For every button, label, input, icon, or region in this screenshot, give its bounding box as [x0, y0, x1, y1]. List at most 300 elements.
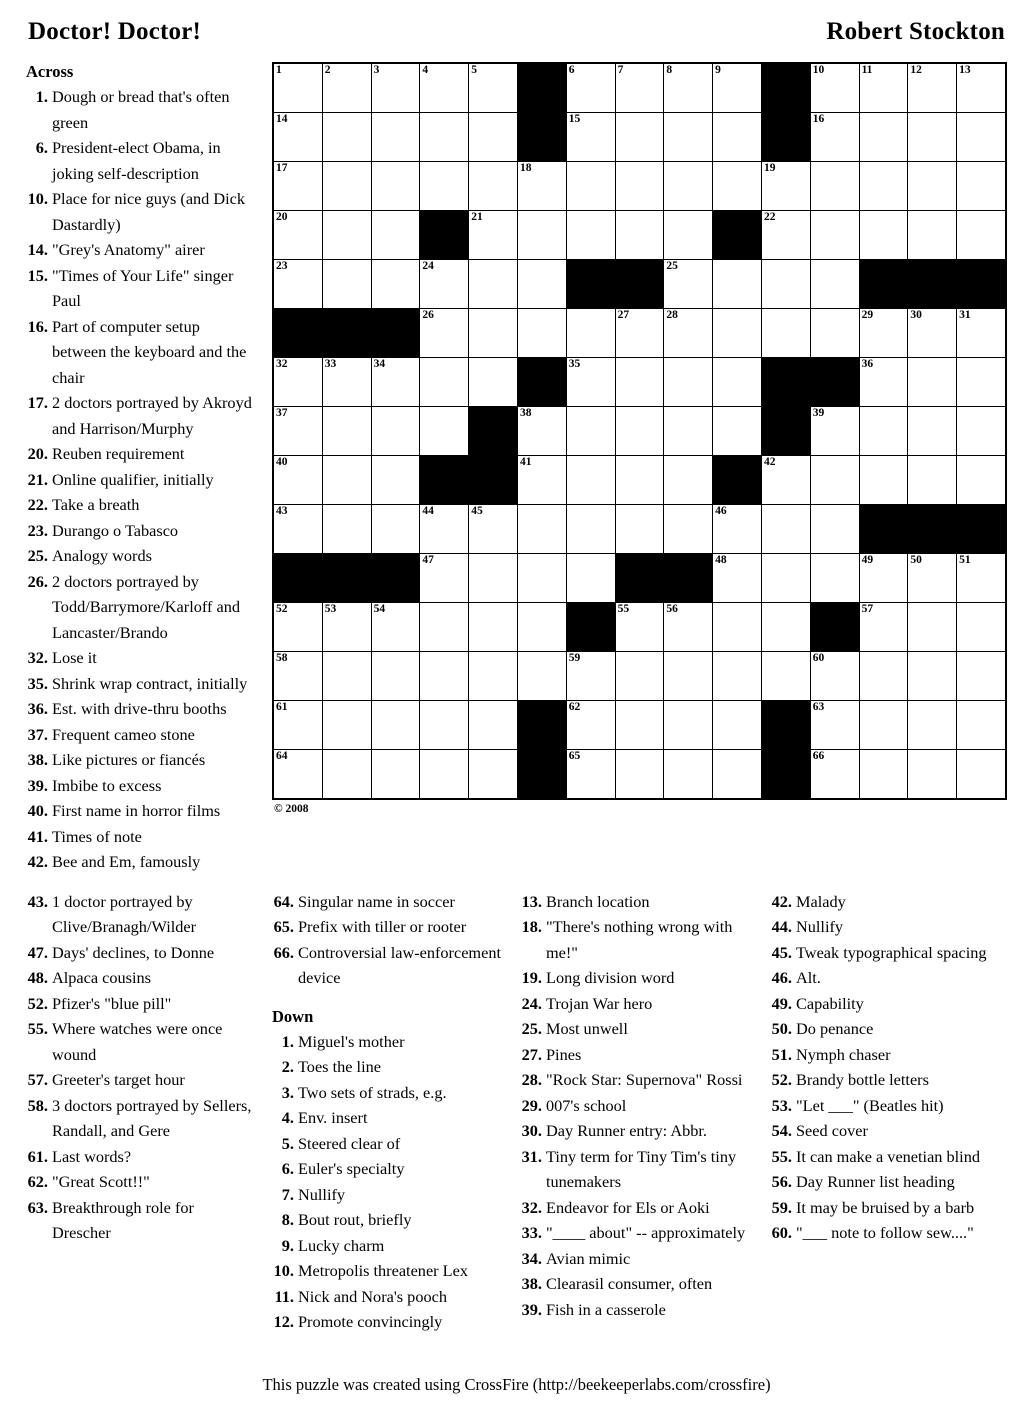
- clue-text: Pines: [546, 1044, 582, 1064]
- clue-item: [26, 84, 258, 135]
- grid-cell[interactable]: [322, 652, 371, 701]
- grid-cell[interactable]: [469, 211, 518, 260]
- grid-cell[interactable]: [273, 652, 322, 701]
- clue-number: 20.: [27, 444, 48, 463]
- grid-cell[interactable]: [810, 456, 859, 505]
- grid-cell[interactable]: [469, 309, 518, 358]
- grid-cell[interactable]: [273, 505, 322, 554]
- grid-block-cell: [810, 358, 859, 407]
- clue-number: 32.: [521, 1197, 542, 1217]
- clue-item: [520, 1016, 760, 1042]
- grid-cell[interactable]: [908, 113, 957, 162]
- grid-cell[interactable]: [615, 358, 664, 407]
- grid-cell-number: 2: [324, 64, 331, 76]
- clue-item: [26, 492, 258, 518]
- grid-cell[interactable]: [957, 113, 1006, 162]
- clue-text: Bout rout, briefly: [298, 1210, 412, 1229]
- clue-number: 4.: [281, 1108, 294, 1127]
- clue-text: Clearasil consumer, often: [546, 1274, 713, 1293]
- clue-text: "Grey's Anatomy" airer: [52, 240, 205, 259]
- grid-cell[interactable]: [664, 456, 713, 505]
- clue-number: 42.: [27, 852, 48, 871]
- grid-row: [273, 309, 1006, 358]
- grid-cell[interactable]: [615, 162, 664, 211]
- clue-text: Pfizer's "blue pill": [52, 993, 172, 1013]
- clue-item: [26, 889, 254, 940]
- grid-cell[interactable]: [322, 162, 371, 211]
- grid-cell-number: 38: [519, 407, 532, 419]
- clue-number: 14.: [27, 240, 48, 259]
- grid-cell[interactable]: [859, 701, 908, 750]
- clue-item: [272, 1080, 510, 1106]
- grid-cell[interactable]: [566, 162, 615, 211]
- grid-cell-number: 15: [568, 113, 581, 125]
- clue-text: Nick and Nora's pooch: [298, 1286, 447, 1306]
- crossword-grid[interactable]: [272, 62, 1007, 800]
- clue-number: 1.: [281, 1031, 294, 1051]
- grid-cell[interactable]: [664, 652, 713, 701]
- clue-text: Fish in a casserole: [546, 1299, 666, 1319]
- grid-cell[interactable]: [859, 358, 908, 407]
- grid-cell[interactable]: [713, 603, 762, 652]
- grid-cell[interactable]: [566, 63, 615, 113]
- grid-cell[interactable]: [322, 260, 371, 309]
- grid-cell-number: 19: [763, 162, 776, 174]
- grid-cell[interactable]: [420, 113, 469, 162]
- grid-cell[interactable]: [322, 358, 371, 407]
- clue-text: Avian mimic: [546, 1248, 631, 1268]
- grid-cell[interactable]: [859, 456, 908, 505]
- grid-row: [273, 211, 1006, 260]
- grid-cell[interactable]: [761, 554, 810, 603]
- grid-cell[interactable]: [322, 603, 371, 652]
- clue-item: [26, 543, 258, 569]
- grid-cell[interactable]: [469, 750, 518, 800]
- grid-cell[interactable]: [615, 505, 664, 554]
- clue-item: [770, 965, 990, 991]
- grid-cell[interactable]: [420, 358, 469, 407]
- grid-cell[interactable]: [273, 211, 322, 260]
- grid-cell[interactable]: [371, 701, 420, 750]
- grid-cell[interactable]: [420, 652, 469, 701]
- grid-cell[interactable]: [615, 603, 664, 652]
- grid-cell[interactable]: [517, 260, 566, 309]
- grid-cell[interactable]: [761, 162, 810, 211]
- grid-cell[interactable]: [908, 162, 957, 211]
- grid-cell[interactable]: [713, 750, 762, 800]
- grid-cell[interactable]: [908, 309, 957, 358]
- grid-cell[interactable]: [908, 554, 957, 603]
- grid-cell[interactable]: [420, 750, 469, 800]
- grid-cell[interactable]: [810, 162, 859, 211]
- grid-cell[interactable]: [566, 554, 615, 603]
- grid-cell[interactable]: [810, 652, 859, 701]
- clue-number: 53.: [771, 1095, 792, 1115]
- grid-cell[interactable]: [957, 162, 1006, 211]
- grid-cell[interactable]: [713, 63, 762, 113]
- across-clue-list-1: [26, 84, 258, 875]
- author-name: Robert Stockton: [826, 18, 1005, 45]
- grid-cell[interactable]: [713, 701, 762, 750]
- grid-cell[interactable]: [566, 407, 615, 456]
- grid-cell[interactable]: [566, 309, 615, 358]
- grid-cell[interactable]: [957, 701, 1006, 750]
- grid-cell[interactable]: [615, 407, 664, 456]
- grid-cell[interactable]: [713, 113, 762, 162]
- grid-cell[interactable]: [322, 701, 371, 750]
- grid-cell[interactable]: [761, 603, 810, 652]
- clue-item: [520, 914, 760, 965]
- grid-cell[interactable]: [908, 211, 957, 260]
- grid-cell-number: 8: [666, 64, 673, 76]
- clue-number: 61.: [27, 1146, 48, 1166]
- grid-cell[interactable]: [713, 162, 762, 211]
- grid-cell[interactable]: [957, 554, 1006, 603]
- clue-number: 24.: [521, 993, 542, 1013]
- grid-cell[interactable]: [517, 652, 566, 701]
- grid-cell[interactable]: [273, 603, 322, 652]
- grid-block-cell: [322, 309, 371, 358]
- clue-item: [26, 186, 258, 237]
- grid-cell[interactable]: [469, 554, 518, 603]
- grid-cell[interactable]: [664, 260, 713, 309]
- grid-cell[interactable]: [517, 456, 566, 505]
- grid-cell[interactable]: [420, 309, 469, 358]
- grid-cell[interactable]: [517, 603, 566, 652]
- grid-cell[interactable]: [469, 113, 518, 162]
- grid-cell[interactable]: [273, 407, 322, 456]
- grid-cell[interactable]: [761, 456, 810, 505]
- clues-column-3: [520, 889, 770, 1323]
- grid-cell[interactable]: [615, 113, 664, 162]
- grid-cell-number: 54: [373, 603, 386, 615]
- grid-cell[interactable]: [371, 407, 420, 456]
- clue-text: "There's nothing wrong with me!": [546, 917, 733, 962]
- grid-cell[interactable]: [664, 505, 713, 554]
- grid-cell[interactable]: [615, 456, 664, 505]
- grid-row: [273, 603, 1006, 652]
- clue-number: 56.: [771, 1172, 792, 1191]
- clue-item: [770, 1016, 990, 1042]
- grid-cell[interactable]: [713, 407, 762, 456]
- clue-text: "____ about" -- approximately: [546, 1223, 746, 1242]
- grid-cell[interactable]: [908, 652, 957, 701]
- grid-cell[interactable]: [859, 750, 908, 800]
- grid-cell[interactable]: [664, 701, 713, 750]
- grid-cell[interactable]: [664, 211, 713, 260]
- grid-cell[interactable]: [322, 505, 371, 554]
- grid-cell[interactable]: [859, 652, 908, 701]
- grid-cell[interactable]: [859, 113, 908, 162]
- grid-cell[interactable]: [908, 407, 957, 456]
- clue-number: 18.: [521, 917, 542, 936]
- grid-cell[interactable]: [371, 113, 420, 162]
- grid-cell[interactable]: [273, 63, 322, 113]
- clue-number: 46.: [771, 968, 792, 987]
- grid-block-cell: [713, 211, 762, 260]
- grid-cell[interactable]: [615, 652, 664, 701]
- grid-cell[interactable]: [810, 309, 859, 358]
- grid-row: [273, 750, 1006, 800]
- clue-number: 34.: [521, 1248, 542, 1268]
- grid-cell-number: 22: [763, 211, 776, 223]
- clue-text: Env. insert: [298, 1108, 368, 1127]
- grid-cell[interactable]: [810, 407, 859, 456]
- grid-cell[interactable]: [371, 63, 420, 113]
- grid-cell[interactable]: [713, 358, 762, 407]
- grid-cell[interactable]: [859, 554, 908, 603]
- grid-cell-number: 53: [324, 603, 337, 615]
- grid-block-cell: [420, 211, 469, 260]
- grid-cell[interactable]: [420, 505, 469, 554]
- grid-cell[interactable]: [859, 63, 908, 113]
- grid-cell[interactable]: [517, 407, 566, 456]
- grid-cell[interactable]: [371, 652, 420, 701]
- grid-cell[interactable]: [664, 407, 713, 456]
- grid-cell[interactable]: [713, 652, 762, 701]
- grid-cell[interactable]: [371, 211, 420, 260]
- grid-cell[interactable]: [420, 162, 469, 211]
- grid-cell[interactable]: [957, 750, 1006, 800]
- clue-number: 21.: [27, 469, 48, 489]
- grid-cell[interactable]: [566, 456, 615, 505]
- grid-cell[interactable]: [957, 309, 1006, 358]
- clue-item: [26, 991, 254, 1017]
- grid-cell-number: 5: [471, 64, 477, 76]
- clue-item: [520, 1195, 760, 1221]
- grid-cell[interactable]: [810, 554, 859, 603]
- grid-cell-number: 31: [959, 309, 971, 321]
- grid-cell[interactable]: [420, 554, 469, 603]
- clue-item: [770, 914, 990, 940]
- clue-item: [26, 645, 258, 671]
- grid-cell[interactable]: [273, 113, 322, 162]
- grid-block-cell: [371, 309, 420, 358]
- clue-item: [26, 1144, 254, 1170]
- clue-text: 2 doctors portrayed by Todd/Barrymore/Karloff and Lancaster/Brando: [52, 571, 240, 642]
- grid-cell[interactable]: [469, 162, 518, 211]
- grid-block-cell: [859, 260, 908, 309]
- grid-cell[interactable]: [908, 701, 957, 750]
- grid-row: [273, 407, 1006, 456]
- across-clues-column-1-cont: [26, 889, 264, 1246]
- grid-cell-number: 4: [422, 64, 429, 76]
- clue-item: [520, 965, 760, 991]
- clue-item: [272, 1054, 510, 1080]
- clue-number: 57.: [27, 1070, 48, 1089]
- grid-cell[interactable]: [615, 750, 664, 800]
- grid-cell[interactable]: [420, 407, 469, 456]
- grid-cell[interactable]: [517, 505, 566, 554]
- grid-cell[interactable]: [859, 309, 908, 358]
- grid-cell[interactable]: [957, 603, 1006, 652]
- top-section: [26, 62, 1007, 875]
- clue-text: Durango o Tabasco: [52, 520, 179, 540]
- grid-cell[interactable]: [322, 407, 371, 456]
- grid-cell[interactable]: [322, 750, 371, 800]
- grid-cell[interactable]: [761, 211, 810, 260]
- grid-cell[interactable]: [371, 603, 420, 652]
- grid-cell[interactable]: [957, 407, 1006, 456]
- clue-item: [770, 1118, 990, 1144]
- clue-text: Tiny term for Tiny Tim's tiny tunemakers: [546, 1146, 737, 1191]
- grid-cell[interactable]: [713, 554, 762, 603]
- grid-cell-number: 65: [568, 750, 581, 762]
- clue-text: "Great Scott!!": [52, 1172, 150, 1191]
- grid-cell[interactable]: [615, 211, 664, 260]
- grid-block-cell: [517, 701, 566, 750]
- grid-cell[interactable]: [420, 701, 469, 750]
- grid-cell[interactable]: [469, 260, 518, 309]
- grid-cell[interactable]: [810, 260, 859, 309]
- grid-cell[interactable]: [957, 358, 1006, 407]
- grid-cell[interactable]: [810, 113, 859, 162]
- grid-cell[interactable]: [957, 211, 1006, 260]
- grid-cell[interactable]: [566, 211, 615, 260]
- grid-cell[interactable]: [615, 63, 664, 113]
- clue-text: Malady: [796, 891, 846, 911]
- grid-cell[interactable]: [371, 162, 420, 211]
- grid-cell[interactable]: [517, 309, 566, 358]
- grid-cell[interactable]: [615, 309, 664, 358]
- grid-cell-number: 13: [959, 64, 971, 76]
- grid-cell[interactable]: [859, 603, 908, 652]
- grid-cell[interactable]: [273, 701, 322, 750]
- grid-cell[interactable]: [273, 260, 322, 309]
- grid-cell[interactable]: [761, 309, 810, 358]
- grid-cell[interactable]: [322, 456, 371, 505]
- grid-cell[interactable]: [664, 113, 713, 162]
- grid-cell[interactable]: [859, 407, 908, 456]
- grid-cell[interactable]: [761, 260, 810, 309]
- grid-cell[interactable]: [713, 260, 762, 309]
- grid-cell[interactable]: [371, 260, 420, 309]
- grid-cell[interactable]: [859, 162, 908, 211]
- grid-cell[interactable]: [322, 113, 371, 162]
- grid-cell[interactable]: [664, 63, 713, 113]
- grid-cell[interactable]: [957, 652, 1006, 701]
- grid-cell[interactable]: [517, 162, 566, 211]
- grid-cell[interactable]: [859, 211, 908, 260]
- grid-row: [273, 505, 1006, 554]
- clue-number: 52.: [771, 1070, 792, 1089]
- grid-cell[interactable]: [517, 211, 566, 260]
- grid-cell[interactable]: [810, 505, 859, 554]
- grid-cell[interactable]: [420, 260, 469, 309]
- grid-cell[interactable]: [664, 309, 713, 358]
- grid-cell[interactable]: [761, 652, 810, 701]
- grid-cell[interactable]: [420, 63, 469, 113]
- clue-text: Seed cover: [796, 1121, 868, 1140]
- grid-cell[interactable]: [810, 701, 859, 750]
- clue-text: Branch location: [546, 891, 650, 911]
- grid-cell[interactable]: [273, 162, 322, 211]
- grid-cell[interactable]: [908, 750, 957, 800]
- clue-item: [770, 940, 990, 966]
- clue-text: It may be bruised by a barb: [796, 1197, 975, 1217]
- grid-cell[interactable]: [371, 358, 420, 407]
- clue-item: [272, 1156, 510, 1182]
- grid-cell[interactable]: [713, 505, 762, 554]
- grid-cell[interactable]: [273, 750, 322, 800]
- grid-cell[interactable]: [810, 63, 859, 113]
- grid-cell[interactable]: [664, 162, 713, 211]
- grid-cell[interactable]: [322, 63, 371, 113]
- grid-block-cell: [761, 750, 810, 800]
- grid-cell[interactable]: [273, 358, 322, 407]
- grid-cell[interactable]: [566, 750, 615, 800]
- grid-cell[interactable]: [469, 652, 518, 701]
- grid-cell[interactable]: [664, 358, 713, 407]
- across-clue-list-2: [272, 889, 510, 991]
- grid-cell[interactable]: [566, 701, 615, 750]
- clue-text: "Rock Star: Supernova" Rossi: [546, 1070, 743, 1089]
- grid-cell[interactable]: [908, 456, 957, 505]
- clue-number: 47.: [27, 942, 48, 962]
- grid-cell[interactable]: [664, 750, 713, 800]
- grid-cell[interactable]: [908, 63, 957, 113]
- grid-cell[interactable]: [566, 113, 615, 162]
- grid-cell[interactable]: [810, 211, 859, 260]
- clue-item: [520, 1220, 760, 1246]
- grid-cell[interactable]: [371, 750, 420, 800]
- clue-number: 29.: [521, 1095, 542, 1115]
- grid-cell[interactable]: [469, 603, 518, 652]
- grid-cell[interactable]: [908, 358, 957, 407]
- grid-cell[interactable]: [371, 505, 420, 554]
- clue-item: [26, 1093, 254, 1144]
- grid-cell[interactable]: [371, 456, 420, 505]
- clue-item: [26, 773, 258, 799]
- grid-cell[interactable]: [420, 603, 469, 652]
- grid-cell[interactable]: [517, 554, 566, 603]
- grid-cell[interactable]: [566, 358, 615, 407]
- grid-cell-number: 41: [519, 456, 532, 468]
- grid-row: [273, 260, 1006, 309]
- grid-cell[interactable]: [957, 63, 1006, 113]
- grid-cell[interactable]: [810, 750, 859, 800]
- grid-cell-number: 59: [568, 652, 581, 664]
- clue-text: Reuben requirement: [52, 444, 185, 463]
- grid-cell[interactable]: [957, 456, 1006, 505]
- grid-cell[interactable]: [615, 701, 664, 750]
- clue-text: Nymph chaser: [796, 1044, 891, 1064]
- grid-cell[interactable]: [322, 211, 371, 260]
- clue-item: [26, 965, 254, 991]
- grid-cell[interactable]: [908, 603, 957, 652]
- clue-text: Part of computer setup between the keyboard and the chair: [52, 316, 247, 387]
- clue-text: "Times of Your Life" singer Paul: [52, 265, 234, 310]
- grid-cell[interactable]: [469, 63, 518, 113]
- grid-cell[interactable]: [469, 358, 518, 407]
- grid-cell[interactable]: [273, 456, 322, 505]
- grid-cell[interactable]: [566, 505, 615, 554]
- clue-text: 3 doctors portrayed by Sellers, Randall, and Gere: [52, 1095, 252, 1140]
- clue-text: Two sets of strads, e.g.: [298, 1082, 447, 1102]
- grid-cell[interactable]: [469, 505, 518, 554]
- clue-text: Trojan War hero: [546, 993, 653, 1013]
- clue-text: Singular name in soccer: [298, 891, 455, 911]
- grid-cell[interactable]: [761, 505, 810, 554]
- grid-cell[interactable]: [713, 309, 762, 358]
- grid-cell[interactable]: [664, 603, 713, 652]
- grid-cell-number: 6: [568, 64, 575, 76]
- grid-row: [273, 358, 1006, 407]
- clue-number: 54.: [771, 1121, 792, 1140]
- grid-cell[interactable]: [469, 701, 518, 750]
- grid-cell[interactable]: [566, 652, 615, 701]
- grid-cell-number: 28: [666, 309, 678, 321]
